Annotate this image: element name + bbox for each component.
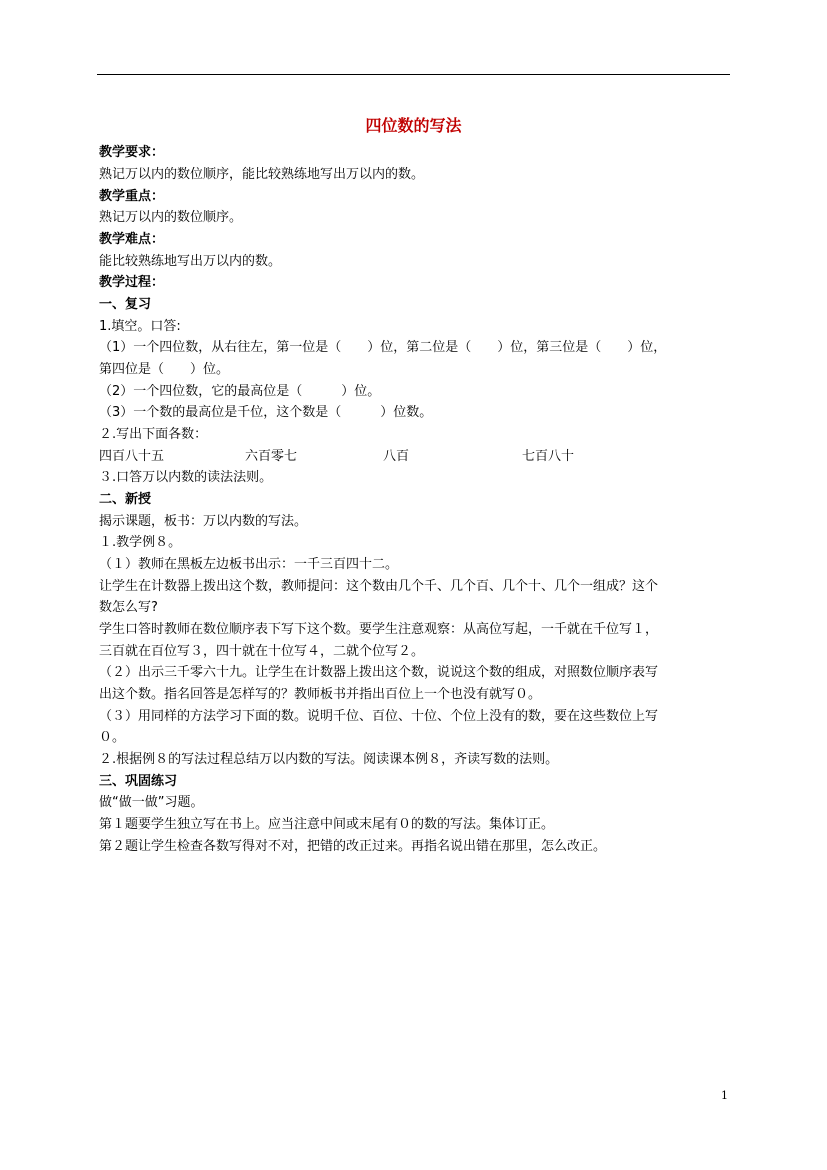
heading-key-points: 教学重点： [99,189,165,204]
heading-process: 教学过程： [99,275,165,290]
new-item-1c: 学生口答时教师在数位顺序表下写下这个数。要学生注意观察：从高位写起，一千就在千位写１， [99,622,659,637]
section-practice-heading: 三、巩固练习 [99,774,178,789]
practice-intro: 做“做一做”习题。 [99,795,204,810]
review-item-3: ３.口答万以内数的读法法则。 [99,470,273,485]
review-item-1c: （3）一个数的最高位是千位，这个数是（ ）位数。 [99,405,433,420]
page-number: 1 [721,1089,728,1102]
new-item-2: ２.根据例８的写法过程总结万以内数的写法。阅读课本例８，齐读写数的法则。 [99,752,559,767]
header-rule [97,74,730,75]
text-difficulties: 能比较熟练地写出万以内的数。 [99,254,282,269]
practice-item-1: 第１题要学生独立写在书上。应当注意中间或末尾有０的数的写法。集体订正。 [99,817,555,832]
new-item-1b-cont: 数怎么写? [99,600,158,615]
text-requirements: 熟记万以内的数位顺序，能比较熟练地写出万以内的数。 [99,167,425,182]
document-title: 四位数的写法 [365,116,462,135]
number-item: 四百八十五 [99,449,165,464]
number-item: 六百零七 [245,449,298,464]
heading-difficulties: 教学难点： [99,232,165,247]
new-item-1b: 让学生在计数器上拨出这个数，教师提问：这个数由几个千、几个百、几个十、几个一组成？这个 [99,579,659,594]
text-key-points: 熟记万以内的数位顺序。 [99,210,243,225]
number-item: 八百 [383,449,410,464]
new-item-1d-cont: 出这个数。指名回答是怎样写的？教师板书并指出百位上一个也没有就写０。 [99,687,542,702]
new-intro: 揭示课题，板书：万以内数的写法。 [99,514,308,529]
heading-requirements: 教学要求： [99,145,165,160]
practice-item-2: 第２题让学生检查各数写得对不对，把错的改正过来。再指名说出错在那里，怎么改正。 [99,839,607,854]
review-item-1a: （1）一个四位数，从右往左，第一位是（ ）位，第二位是（ ）位，第三位是（ ）位， [99,340,667,355]
review-item-1: 1.填空。口答: [99,319,181,334]
new-item-1: １.教学例８。 [99,535,182,550]
new-item-1e-cont: ０。 [99,730,126,745]
new-item-1d: （２）出示三千零六十九。让学生在计数器上拨出这个数，说说这个数的组成，对照数位顺序表写 [99,665,659,680]
new-item-1c-cont: 三百就在百位写３，四十就在十位写４，二就个位写２。 [99,644,425,659]
new-item-1a: （１）教师在黑板左边板书出示：一千三百四十二。 [99,557,399,572]
section-review-heading: 一、复习 [99,297,152,312]
review-item-2: ２.写出下面各数： [99,427,208,442]
review-item-1b: （2）一个四位数，它的最高位是（ ）位。 [99,384,381,399]
review-item-1a-cont: 第四位是（ ）位。 [99,362,230,377]
number-item: 七百八十 [522,449,575,464]
section-new-heading: 二、新授 [99,492,152,507]
new-item-1e: （３）用同样的方法学习下面的数。说明千位、百位、十位、个位上没有的数，要在这些数位上写 [99,709,659,724]
